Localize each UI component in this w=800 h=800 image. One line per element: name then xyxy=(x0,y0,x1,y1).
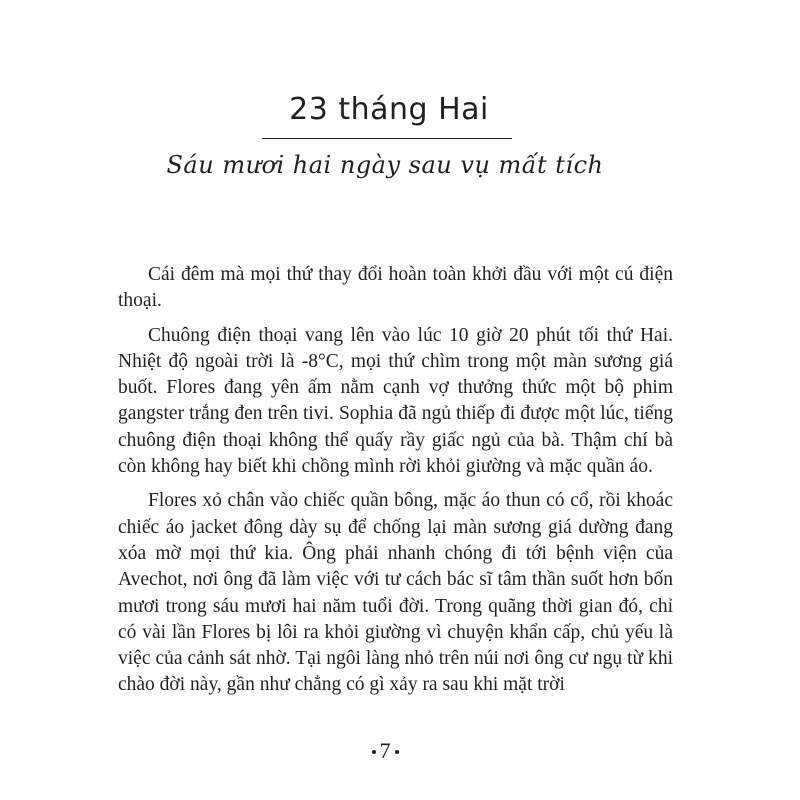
page-number-value: 7 xyxy=(379,738,391,763)
paragraph-1: Cái đêm mà mọi thứ thay đổi hoàn toàn khởi đầu với một cú điện thoại. xyxy=(118,264,673,312)
chapter-title: 23 tháng Hai xyxy=(289,92,489,127)
title-rule xyxy=(262,138,512,139)
page-number-left-dot xyxy=(372,750,376,754)
chapter-subtitle: Sáu mươi hai ngày sau vụ mất tích xyxy=(166,151,604,179)
body-text xyxy=(118,262,673,707)
paragraph-2: Chuông điện thoại vang lên vào lúc 10 giờ 20 phút tối thứ Hai. Nhiệt độ ngoài trời là -8°C, mọi thứ chìm trong một màn sương giá buốt. Flores đang yên ấm nằm cạnh vợ thưởng thức một bộ phim gangster trắng đen trên tivi. Sophia đã ngủ thiếp đi được một lúc, tiếng chuông điện thoại không thể quấy rầy giấc ngủ của bà. Thậm chí bà còn không hay biết khi chồng mình rời khỏi giường và mặc quần áo. xyxy=(118,324,673,478)
page-number xyxy=(0,738,770,764)
page-number-right-dot xyxy=(395,750,399,754)
paragraph-3: Flores xỏ chân vào chiếc quần bông, mặc áo thun có cổ, rồi khoác chiếc áo jacket đông dày sụ để chống lại màn sương giá dường đang xóa mờ mọi thứ kia. Ông phải nhanh chóng đi tới bệnh viện của Avechot, nơi ông đã làm việc với tư cách bác sĩ tâm thần suốt hơn bốn mươi trong sáu mươi hai năm tuổi đời. Trong quãng thời gian đó, chỉ có vài lần Flores bị lôi ra khỏi giường vì chuyện khẩn cấp, chủ yếu là việc của cảnh sát nhờ. Tại ngôi làng nhỏ trên núi nơi ông cư ngụ từ khi chào đời này, gần như chẳng có gì xảy ra sau khi mặt trời xyxy=(118,490,673,696)
